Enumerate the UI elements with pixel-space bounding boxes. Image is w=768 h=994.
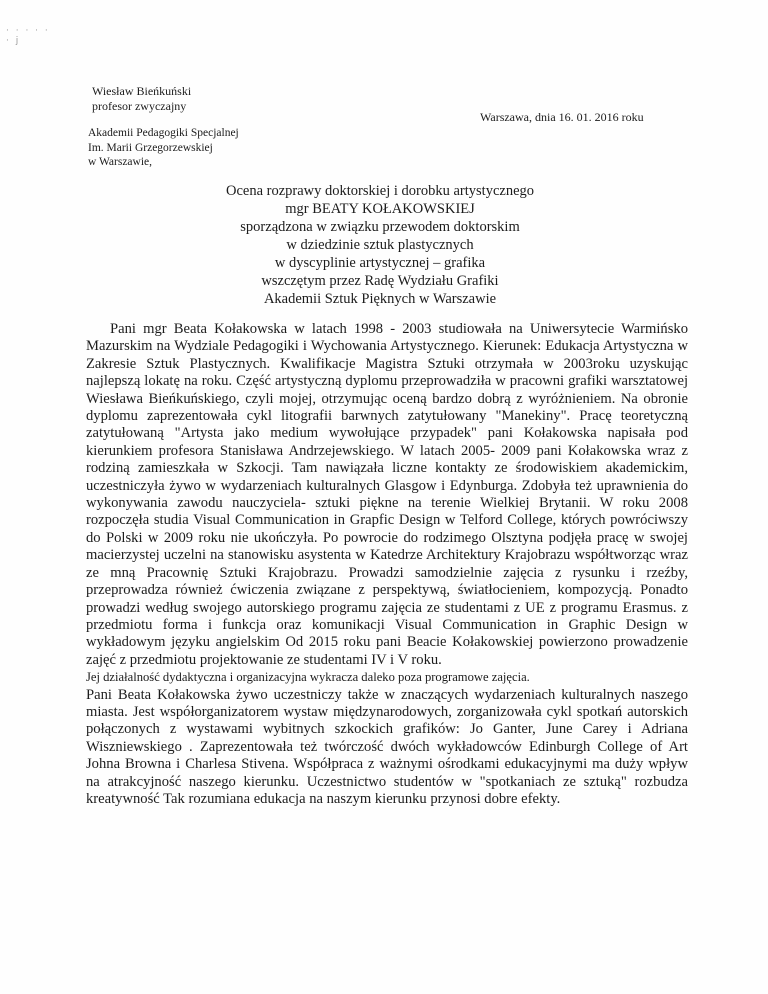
body-paragraph-note: Jej działalność dydaktyczna i organizacyjna wykracza daleko poza programowe zajęcia. bbox=[86, 670, 530, 685]
title-line: Ocena rozprawy doktorskiej i dorobku artystycznego bbox=[225, 183, 535, 199]
scan-artifact: · · · · · · j bbox=[6, 26, 50, 46]
author-block bbox=[92, 84, 191, 114]
institution-block bbox=[88, 126, 239, 170]
institution-line: w Warszawie, bbox=[88, 156, 153, 168]
body-paragraph: Pani mgr Beata Kołakowska w latach 1998 - 2003 studiowała na Uniwersytecie Warmińsko Mazurskim na Wydziale Pedagogiki i Wychowania Artystycznego. Kierunek: Edukacja Artystyczna w Zakresie Sztuk Plastycznych. Kwalifikacje Magistra Sztuki otrzymała w 2003roku uzyskując najlepszą lokatę na roku. Część artystyczną dyplomu przeprowadziła w pracowni grafiki warsztatowej Wiesława Bieńkuńskiego, czyli mojej, otrzymując oceną bardzo dobrą z wyróżnieniem. Na obronie dyplomu zaprezentowała cykl litografii barwnych zatytułowany "Manekiny". Pracę teoretyczną zatytułowaną "Artysta jako medium wywołujące przypadek" pani Kołakowska napisała pod kierunkiem profesora Stanisława Andrzejewskiego. W latach 2005- 2009 pani Kołakowska wraz z rodziną zamieszkała w Szkocji. Tam nawiązała liczne kontakty ze środowiskiem akademickim, uczestniczyła żywo w wydarzeniach kulturalnych Glasgow i Edynburga. Zdobyła też uprawnienia do wykonywania zawodu nauczyciela- sztuki piękne na terenie Wielkiej Brytanii. W roku 2008 rozpoczęła studia Visual Communication in Grapfic Design w Telford College, których powróciwszy do Polski w 2009 roku nie ukończyła. Po powrocie do rodzimego Olsztyna podjęła pracę w swojej macierzystej uczelni na stanowisku asystenta w Katedrze Architektury Krajobrazu współtworząc wraz ze mną Pracownię Sztuki Krajobrazu. Prowadzi samodzielnie zajęcia z rysunku i rzeźby, przeprowadza również ćwiczenia związane z perspektywą, światłocieniem, kompozycją. Ponadto prowadzi według swojego autorskiego programu zajęcia ze studentami z UE z programu Erasmus. z przedmiotu forma i funkcja oraz komunikacji Visual Communication in Graphic Design w wykładowym języku angielskim Od 2015 roku pani Beacie Kołakowskiej powierzono prowadzenie zajęć z przedmiotu projektowanie ze studentami IV i V roku. bbox=[86, 321, 688, 668]
document-body bbox=[86, 321, 688, 808]
author-name: Wiesław Bieńkuński bbox=[92, 84, 192, 98]
title-line: wszczętym przez Radę Wydziału Grafiki bbox=[261, 273, 499, 289]
body-paragraph: Pani Beata Kołakowska żywo uczestniczy także w znaczących wydarzeniach kulturalnych naszego miasta. Jest współorganizatorem wystaw międzynarodowych, zorganizowała cykl spotkań autorskich połączonych z wystawami wybitnych szkockich grafików: Jo Ganter, June Carey i Adriana Wiszniewskiego . Zaprezentowała też twórczość dwóch wykładowców Edinburgh College of Art Johna Browna i Charlesa Stivena. Współpraca z ważnymi ośrodkami edukacyjnymi ma duży wpływ na atrakcyjność naszego kierunku. Uczestnictwo studentów w "spotkaniach ze sztuką" rozbudza kreatywność Tak rozumiana edukacja na naszym kierunku przynosi dobre efekty. bbox=[86, 686, 688, 807]
institution-line: Akademii Pedagogiki Specjalnej bbox=[88, 127, 239, 139]
title-line: Akademii Sztuk Pięknych w Warszawie bbox=[263, 291, 497, 307]
title-line: w dziedzinie sztuk plastycznych bbox=[286, 237, 474, 253]
place-date: Warszawa, dnia 16. 01. 2016 roku bbox=[480, 110, 644, 124]
title-line: sporządzona w związku przewodem doktorskim bbox=[240, 219, 520, 235]
author-position: profesor zwyczajny bbox=[92, 99, 187, 113]
title-line: w dyscyplinie artystycznej – grafika bbox=[274, 255, 486, 271]
institution-line: Im. Marii Grzegorzewskiej bbox=[88, 141, 213, 154]
document-title bbox=[180, 182, 580, 308]
title-line: mgr BEATY KOŁAKOWSKIEJ bbox=[285, 201, 475, 217]
